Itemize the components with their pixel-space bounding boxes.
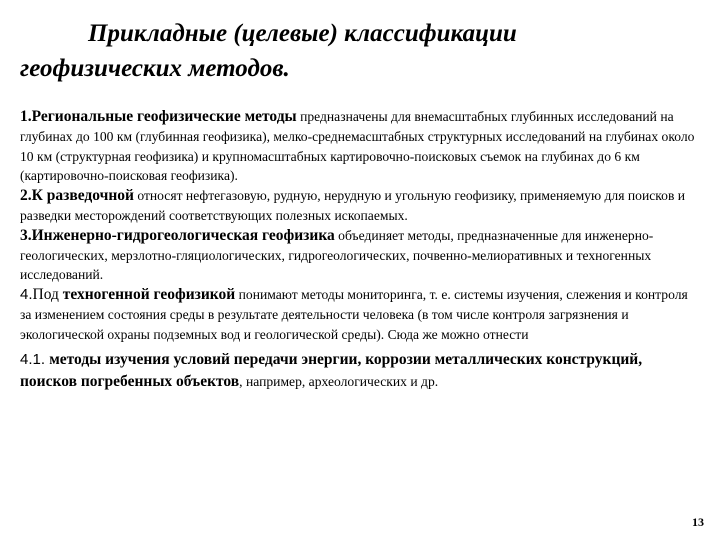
title-line-2: геофизических методов. [20, 55, 290, 82]
paragraph-text: понимают методы мониторинга, т. е. системы изучения, слежения и контроля за изменением состояния среды в результате деятельности человека (в том числе контроля загрязнения и экологической охраны подземных вод и геологической среды). Сюда же можно отнести [20, 287, 688, 342]
term-technogenic: техногенной геофизикой [62, 286, 236, 304]
paragraph-4-1 [20, 349, 700, 393]
term-exploration: К разведочной [31, 187, 134, 205]
paragraph-number: 4. [20, 286, 33, 304]
paragraph-text: предназначены для внемасштабных глубинных исследований на глубинах до 100 км (глубинная геофизика), мелко-среднемасштабных структурных исследований на глубинах около 10 км (структурная геофизика) и крупномасштабных картировочно-поисковых съемок на глубинах до 6 км (картировочно-поисковая геофизика). [20, 109, 695, 184]
term-methods: методы изучения условий передачи энергии, коррозии металлических конструкций, поисков погребенных объектов [20, 350, 643, 390]
paragraph-exploration [20, 186, 700, 226]
paragraph-number: 2. [20, 187, 32, 205]
term-engineering: Инженерно-гидрогеологическая геофизика [31, 226, 335, 244]
slide-title [20, 16, 700, 86]
page-number: 13 [692, 515, 704, 529]
paragraph-number: 4.1. [20, 350, 50, 368]
term-regional: Региональные геофизические методы [31, 108, 297, 125]
paragraph-text: объединяет методы, предназначенные для инженерно-геологических, мерзлотно-гляциологических, гидрогеологических, почвенно-мелиоративных и техногенных исследований. [20, 227, 654, 283]
paragraph-text: относят нефтегазовую, рудную, нерудную и угольную геофизику, применяемую для поисков и разведки месторождений соответствующих полезных ископаемых. [20, 188, 686, 223]
paragraph-regional [20, 107, 700, 186]
paragraph-number: 1. [20, 108, 32, 125]
paragraph-text: , например, археологических и др. [239, 373, 439, 389]
title-line-1: Прикладные (целевые) классификации [88, 20, 517, 47]
paragraph-prefix: Под [32, 286, 63, 304]
paragraph-technogenic [20, 285, 700, 344]
paragraph-number: 3. [20, 226, 32, 244]
content-body [20, 107, 700, 393]
paragraph-engineering [20, 226, 700, 285]
